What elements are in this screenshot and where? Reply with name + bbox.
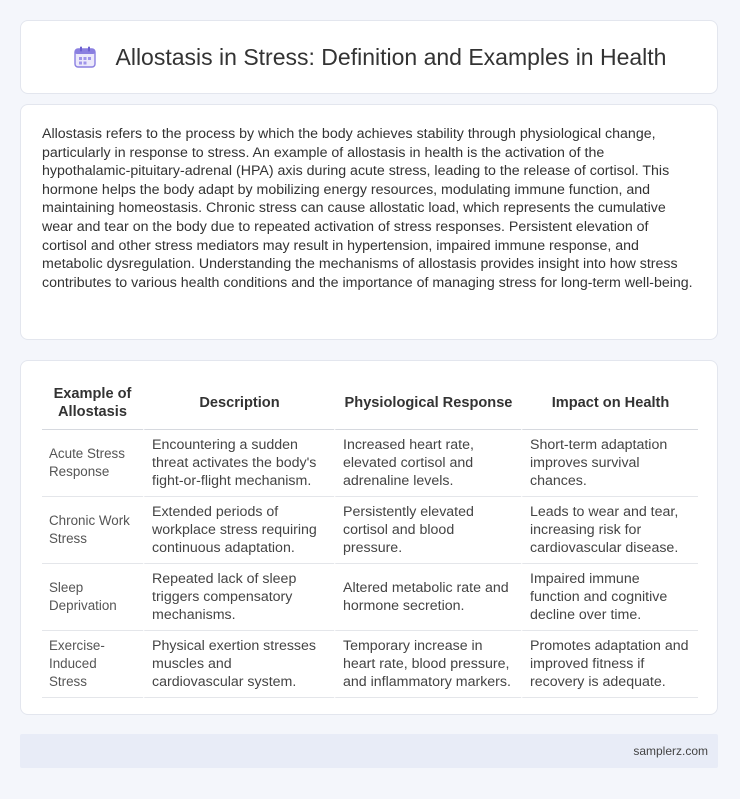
footer [20, 734, 718, 768]
title-bar [21, 21, 717, 93]
column-header-example: Example of Allostasis [42, 381, 143, 430]
table-row [42, 564, 698, 631]
calendar-icon [72, 44, 98, 70]
table-row [42, 497, 698, 564]
description-cell: Repeated lack of sleep triggers compensatory mechanisms. [143, 564, 334, 631]
column-header-description: Description [143, 381, 334, 430]
example-cell: Exercise-Induced Stress [42, 631, 143, 698]
table-row [42, 631, 698, 698]
examples-table [42, 381, 698, 698]
example-cell: Sleep Deprivation [42, 564, 143, 631]
response-cell: Temporary increase in heart rate, blood pressure, and inflammatory markers. [334, 631, 521, 698]
footer-site-link[interactable]: samplerz.com [633, 744, 708, 758]
intro-paragraph: Allostasis refers to the process by which the body achieves stability through physiological change, particularly in response to stress. An example of allostasis in health is the activation of the hypothalamic-pituitary-adrenal (HPA) axis during acute stress, leading to the release of cortisol. This hormone helps the body adapt by mobilizing energy resources, modulating immune function, and maintaining homeostasis. Chronic stress can cause allostatic load, which represents the cumulative wear and tear on the body due to repeated activation of stress responses. Persistent elevation of cortisol and other stress mediators may result in hypertension, impaired immune response, and metabolic dysregulation. Understanding the mechanisms of allostasis provides insight into how stress contributes to various health conditions and the importance of managing stress for long-term well-being. [42, 126, 693, 291]
impact-cell: Leads to wear and tear, increasing risk for cardiovascular disease. [521, 497, 698, 564]
response-cell: Altered metabolic rate and hormone secretion. [334, 564, 521, 631]
table-row [42, 430, 698, 497]
example-cell: Acute Stress Response [42, 430, 143, 497]
impact-cell: Short-term adaptation improves survival chances. [521, 430, 698, 497]
page-title: Allostasis in Stress: Definition and Examples in Health [115, 43, 667, 70]
table-card [20, 360, 718, 715]
response-cell: Increased heart rate, elevated cortisol and adrenaline levels. [334, 430, 521, 497]
intro-card [20, 104, 718, 340]
description-cell: Extended periods of workplace stress requiring continuous adaptation. [143, 497, 334, 564]
impact-cell: Promotes adaptation and improved fitness if recovery is adequate. [521, 631, 698, 698]
description-cell: Encountering a sudden threat activates the body's fight-or-flight mechanism. [143, 430, 334, 497]
column-header-physiological-response: Physiological Response [334, 381, 521, 430]
description-cell: Physical exertion stresses muscles and cardiovascular system. [143, 631, 334, 698]
example-cell: Chronic Work Stress [42, 497, 143, 564]
response-cell: Persistently elevated cortisol and blood pressure. [334, 497, 521, 564]
column-header-impact: Impact on Health [521, 381, 698, 430]
table-header-row [42, 381, 698, 430]
title-card [20, 20, 718, 94]
impact-cell: Impaired immune function and cognitive decline over time. [521, 564, 698, 631]
